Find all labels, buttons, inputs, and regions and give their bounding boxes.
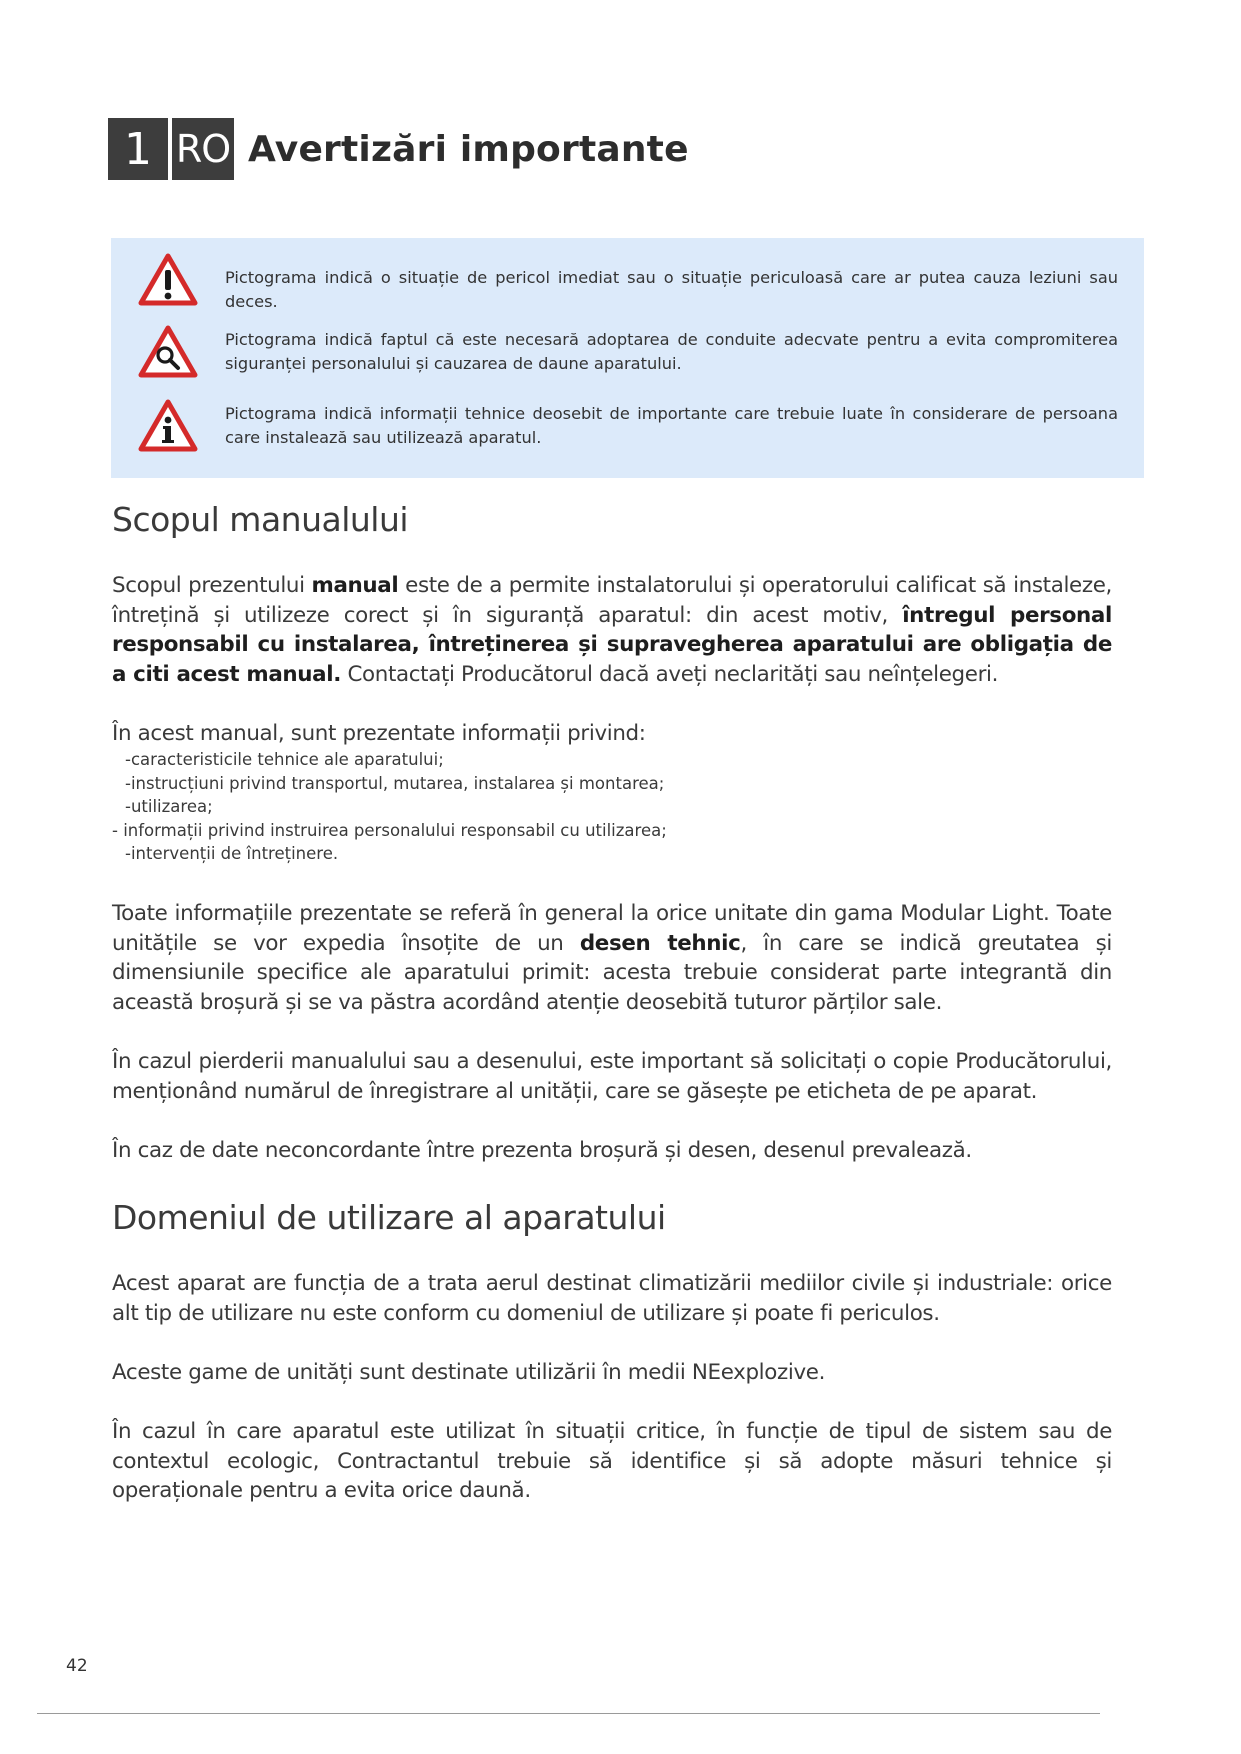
text-span: Contactați Producătorul dacă aveți neclarități sau neînțelegeri. — [341, 661, 999, 687]
list-item: -instrucțiuni privind transportul, mutarea, instalarea și montarea; — [125, 773, 665, 793]
language-badge: RO — [172, 118, 234, 180]
scope-list-intro: În acest manual, sunt prezentate informații privind: — [112, 721, 646, 746]
page-header — [108, 118, 689, 180]
usage-paragraph-3: În cazul în care aparatul este utilizat în situații critice, în funcție de tipul de sistem sau de contextul ecologic, Contractantul trebuie să identifice și să adopte măsuri tehnice și operaționale pentru a evita orice daună. — [112, 1419, 1112, 1503]
danger-exclamation-icon — [137, 252, 199, 308]
section-heading-scope: Scopul manualului — [112, 500, 409, 539]
usage-paragraph-2: Aceste game de unități sunt destinate utilizării în medii NEexplozive. — [112, 1360, 826, 1385]
list-item: -intervenții de întreținere. — [125, 844, 339, 863]
text-span: Toate informațiile prezentate se referă în general la orice unitate din gama Modular Light. Toate unitățile se vor expedia însoțite de un — [112, 901, 1112, 956]
chapter-number-badge: 1 — [108, 118, 168, 180]
page-number: 42 — [66, 1656, 88, 1676]
scope-paragraph-1 — [112, 571, 1112, 689]
warning-text-danger: Pictograma indică o situație de pericol imediat sau o situație periculoasă care ar putea cauza leziuni sau deces. — [225, 268, 1118, 311]
list-item: - informații privind instruirea personalului responsabil cu utilizarea; — [112, 820, 667, 840]
warning-text-caution: Pictograma indică faptul că este necesară adoptarea de conduite adecvate pentru a evita compromiterea siguranței personalului și cauzarea de daune aparatului. — [225, 330, 1118, 373]
scope-paragraph-3: În cazul pierderii manualului sau a desenului, este important să solicitați o copie Producătorului, menționând numărul de înregistrare al unității, care se găsește pe eticheta de pe aparat. — [112, 1049, 1112, 1104]
section-heading-usage: Domeniul de utilizare al aparatului — [112, 1198, 666, 1237]
text-span: Scopul prezentului — [112, 573, 312, 598]
bold-span: manual — [311, 573, 399, 598]
magnifier-warning-icon — [137, 324, 199, 380]
bold-span: desen tehnic — [579, 930, 741, 956]
usage-paragraph-1: Acest aparat are funcția de a trata aerul destinat climatizării mediilor civile și industriale: orice alt tip de utilizare nu este conform cu domeniul de utilizare și poate fi periculos. — [112, 1271, 1112, 1326]
bold-span: întregul personal responsabil cu instalarea, întreținerea și supravegherea aparatului are obligația de a citi acest manual. — [112, 602, 1112, 687]
warnings-box — [111, 238, 1144, 478]
warning-text-info: Pictograma indică informații tehnice deosebit de importante care trebuie luate în considerare de persoana care instalează sau utilizează aparatul. — [225, 404, 1118, 447]
text-span: este de a permite instalatorului și operatorului calificat să instaleze, întrețină și utilizeze corect și în siguranță aparatul: din acest motiv, — [112, 573, 1112, 628]
scope-paragraph-2 — [112, 899, 1112, 1017]
text-span: , în care se indică greutatea și dimensiunile specifice ale aparatului primit: acesta trebuie considerat parte integrantă din această broșură și se va păstra acordând atenție deosebită tuturor părților sale. — [112, 930, 1112, 1015]
page-title: Avertizări importante — [248, 128, 689, 170]
scope-list — [112, 748, 1012, 866]
list-item: -caracteristicile tehnice ale aparatului; — [125, 750, 444, 769]
list-item: -utilizarea; — [125, 797, 213, 816]
info-warning-icon — [137, 398, 199, 454]
footer-divider — [37, 1713, 1100, 1714]
scope-paragraph-4: În caz de date neconcordante între prezenta broșură și desen, desenul prevalează. — [112, 1138, 972, 1163]
